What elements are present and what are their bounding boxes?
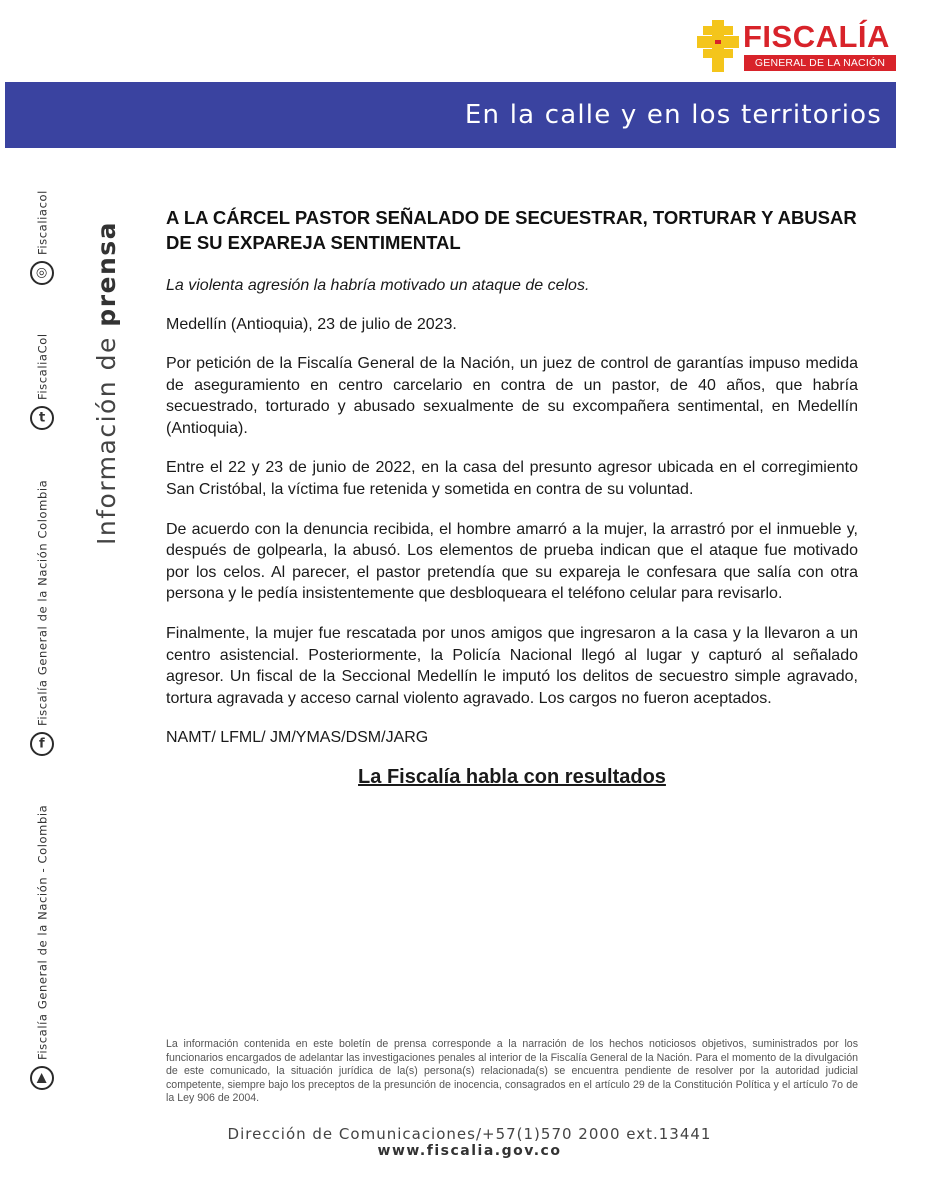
vertical-title-bold: prensa	[92, 220, 121, 327]
press-release-body	[166, 205, 858, 789]
social-handle: Fiscaliacol	[35, 190, 50, 255]
twitter-icon[interactable]: t	[31, 407, 55, 431]
banner-slogan: En la calle y en los territorios	[464, 100, 882, 130]
logo-wordmark: FISCALÍA	[743, 19, 890, 54]
social-line	[20, 190, 65, 1090]
facebook-icon[interactable]: f	[31, 732, 55, 756]
social-segment[interactable]	[31, 334, 55, 431]
paragraph: De acuerdo con la denuncia recibida, el hombre amarró a la mujer, la arrastró por el inmueble y, después de golpearla, la abusó. Los elementos de prueba indican que el ataque fue motivado por los celos. Al parecer, el pastor pretendía que su expareja le confesara que salía con otra persona y le pedía insistentemente que desbloqueara el teléfono celular para revisarlo.	[166, 520, 858, 603]
social-handle: Fiscalía General de la Nación Colombia	[35, 479, 50, 726]
logo-subtitle: GENERAL DE LA NACIÓN	[744, 55, 896, 71]
vertical-title-light: Información de	[92, 336, 121, 545]
header-banner	[5, 82, 896, 148]
social-handle: FiscaliaCol	[35, 333, 50, 401]
website-link[interactable]: www.fiscalia.gov.co	[377, 1143, 562, 1159]
lead: La violenta agresión la habría motivado un ataque de celos.	[166, 277, 590, 294]
social-sidebar	[18, 190, 78, 1090]
youtube-icon[interactable]: ▶	[31, 1066, 55, 1090]
vertical-section-title	[92, 205, 121, 545]
paragraph: Finalmente, la mujer fue rescatada por unos amigos que ingresaron a la casa y la llevaron a un centro asistencial. Posteriormente, la Policía Nacional llegó al lugar y capturó al señalado agresor. Un fiscal de la Seccional Medellín le imputó los delitos de secuestro simple agravado, tortura agravada y acceso carnal violento agravado. Los cargos no fueron aceptados.	[166, 624, 858, 707]
instagram-icon[interactable]: ◎	[31, 261, 55, 285]
fiscalia-logo	[695, 18, 900, 74]
headline: A LA CÁRCEL PASTOR SEÑALADO DE SECUESTRAR, TORTURAR Y ABUSAR DE SU EXPAREJA SENTIMENTAL	[166, 207, 857, 253]
social-segment[interactable]	[31, 190, 55, 285]
paragraph: Entre el 22 y 23 de junio de 2022, en la casa del presunto agresor ubicada en el corregimiento San Cristóbal, la víctima fue retenida y sometida en contra de su voluntad.	[166, 459, 858, 498]
social-segment[interactable]	[31, 805, 55, 1090]
author-initials: NAMT/ LFML/ JM/YMAS/DSM/JARG	[166, 729, 429, 747]
slogan: La Fiscalía habla con resultados	[358, 766, 666, 789]
paragraph: Por petición de la Fiscalía General de la Nación, un juez de control de garantías impuso medida de aseguramiento en centro carcelario en contra de un pastor, de 40 años, que habría secuestrado, torturado y abusado sexualmente de su excompañera sentimental, en Medellín (Antioquia).	[166, 355, 858, 437]
cross-emblem-icon	[695, 18, 741, 74]
contact-line: Dirección de Comunicaciones/+57(1)570 2000 ext.13441	[227, 1125, 712, 1143]
social-segment[interactable]	[31, 479, 55, 755]
social-handle: Fiscalía General de la Nación - Colombia	[35, 804, 50, 1060]
dateline: Medellín (Antioquia), 23 de julio de 2023.	[166, 316, 457, 333]
legal-disclaimer: La información contenida en este boletín de prensa corresponde a la narración de los hechos noticiosos objetivos, suministrados por los funcionarios encargados de adelantar las investigaciones penales al interior de la Fiscalía General de la Nación. Para el momento de la divulgación de este comunicado, la situación jurídica de la(s) persona(s) relacionada(s) se encuentra pendiente de resolver por la autoridad judicial competente, siempre bajo los preceptos de la presunción de inocencia, consagrados en el artículo 29 de la Constitución Política y el artículo 7o de la Ley 906 de 2004.	[166, 1038, 858, 1104]
